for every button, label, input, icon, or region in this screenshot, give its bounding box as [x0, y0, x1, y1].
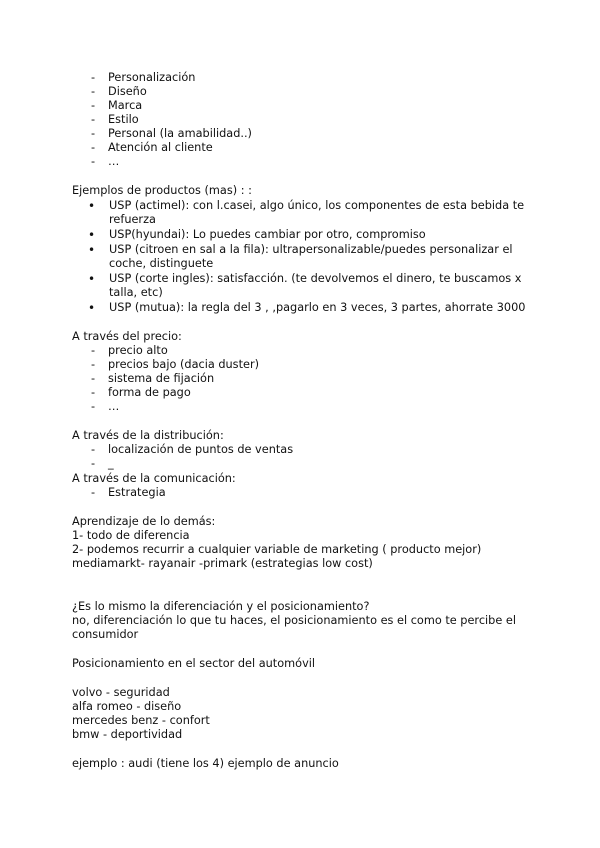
list1-item: - Personalización [91, 71, 195, 85]
list1-item: - Atención al cliente [91, 141, 213, 155]
list1-item: - Estilo [91, 113, 139, 127]
precio-item: - precio alto [91, 344, 168, 358]
pregunta-line: no, diferenciación lo que tu haces, el posicionamiento es el como te percibe el [72, 614, 516, 627]
list1-item: - Diseño [91, 85, 147, 99]
list1-item: - Marca [91, 99, 142, 113]
precio-item: - sistema de fijación [91, 372, 214, 386]
aprendizaje-line: 2- podemos recurrir a cualquier variable de marketing ( producto mejor) [72, 543, 482, 556]
precio-heading: A través del precio: [72, 330, 182, 343]
ejemplos-item: • USP (actimel): con l.casei, algo único, los componentes de esta bebida te [88, 199, 524, 213]
marca-line: alfa romeo - diseño [72, 700, 182, 713]
marca-line: volvo - seguridad [72, 686, 170, 699]
pregunta-heading: ¿Es lo mismo la diferenciación y el posicionamiento? [72, 600, 370, 613]
distribucion-item: - _ [91, 457, 114, 471]
ejemplo-final: ejemplo : audi (tiene los 4) ejemplo de anuncio [72, 757, 339, 770]
pregunta-line: consumidor [72, 628, 139, 641]
ejemplos-item-cont: refuerza [109, 213, 156, 226]
list1-item: - Personal (la amabilidad..) [91, 127, 252, 141]
ejemplos-item-cont: talla, etc) [109, 286, 163, 299]
aprendizaje-line: mediamarkt- rayanair -primark (estrategias low cost) [72, 557, 373, 570]
ejemplos-item: • USP(hyundai): Lo puedes cambiar por otro, compromiso [88, 228, 426, 242]
distribucion-heading: A través de la distribución: [72, 429, 224, 442]
list1-item: - … [91, 155, 119, 169]
aprendizaje-heading: Aprendizaje de lo demás: [72, 515, 216, 528]
marca-line: mercedes benz - confort [72, 714, 210, 727]
ejemplos-item: • USP (mutua): la regla del 3 , ,pagarlo en 3 veces, 3 partes, ahorrate 3000 [88, 301, 525, 315]
ejemplos-item-cont: coche, distinguete [109, 257, 214, 270]
ejemplos-item: • USP (citroen en sal a la fila): ultrapersonalizable/puedes personalizar el [88, 243, 513, 257]
precio-item: - … [91, 400, 119, 414]
automovil-heading: Posicionamiento en el sector del automóvil [72, 657, 316, 670]
ejemplos-item: • USP (corte ingles): satisfacción. (te devolvemos el dinero, te buscamos x [88, 272, 521, 286]
ejemplos-heading: Ejemplos de productos (mas) : : [72, 184, 252, 197]
comunicacion-heading: A través de la comunicación: [72, 472, 236, 485]
distribucion-item: - localización de puntos de ventas [91, 443, 293, 457]
precio-item: - precios bajo (dacia duster) [91, 358, 259, 372]
aprendizaje-line: 1- todo de diferencia [72, 529, 190, 542]
precio-item: - forma de pago [91, 386, 191, 400]
comunicacion-item: - Estrategia [91, 486, 166, 500]
marca-line: bmw - deportividad [72, 728, 183, 741]
